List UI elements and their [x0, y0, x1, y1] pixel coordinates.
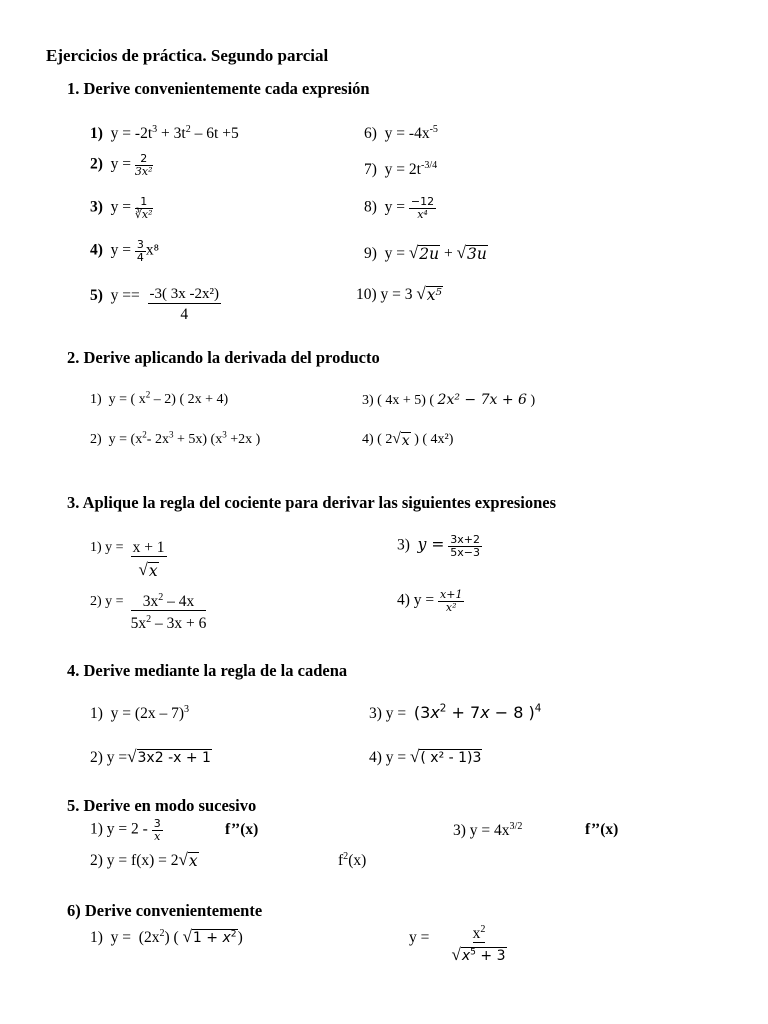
exercise-1-5: 5) y == $\frac{\text{-3( 3x -2x²)}}{4}$	[90, 286, 220, 323]
exercise-5-3: 3) $y = 4x^{3/2}$	[453, 820, 523, 839]
exercise-6-2-fraction: $x^2$ √ $x^5 + 3$	[451, 923, 506, 965]
exercise-2-4: 4) ( 2 √ x ) ( 4x²)	[362, 430, 454, 449]
exercise-1-9: 9) y = √ 2u + √ 3u	[364, 243, 487, 263]
exercise-3-4: 4) y = $\frac{x+1}{\text{x²}}$	[397, 588, 463, 614]
exercise-1-7: 7) $y = 2t^{-3/4}$	[364, 159, 438, 178]
exercise-6-2-lhs: y =	[409, 929, 430, 946]
exercise-3-1: 1) y = x + 1 √ x	[90, 539, 165, 581]
exercise-1-8: 8) y = $\frac{-12}{\text{x⁴}}$	[364, 195, 435, 221]
exercise-4-4: 4) y = √ ( x² - 1)3	[369, 747, 482, 766]
exercise-1-3: 3) y = $\frac{1}{\text{∛x²}}$	[90, 195, 153, 221]
exercise-2-2: 2) $y = (x^2-$ $2x^3 + 5x$) ($x^3 +2x$ )	[90, 429, 261, 447]
exercise-1-2: 2) y = $\frac{2}{\text{3x²}}$	[90, 152, 153, 178]
exercise-4-2: 2) y = √ 3x2 -x + 1	[90, 747, 211, 766]
exercise-1-10: 10) y = 3 √ x⁵	[356, 284, 442, 304]
page-title: Ejercicios de práctica. Segundo parcial	[46, 46, 329, 65]
exercise-1-4: 4) y = $\frac{3}{4}$ x⁸	[90, 238, 160, 264]
exercise-1-1: 1) $y = -2t^3 + 3t^2 - 6t +5$	[90, 123, 239, 142]
section-1-heading: 1. Derive convenientemente cada expresión	[67, 79, 370, 98]
exercise-5-2: 2) y = f(x) = 2 √ x	[90, 850, 198, 870]
section-2-heading: 2. Derive aplicando la derivada del producto	[67, 348, 380, 367]
exercise-1-6: 6) $y = -4x^{-5}$	[364, 123, 438, 142]
section-6-heading: 6) Derive convenientemente	[67, 901, 263, 920]
exercise-4-3: 3) $y = (3x^2 + 7x - 8$ )$^4$	[369, 702, 542, 722]
exercise-3-2: 2) y = $\frac{3x^2 - 4x}{5x^2 - 3x + 6}$	[90, 591, 207, 633]
exercise-5-1: 1) y = 2 - $\frac{3}{x}$	[90, 817, 161, 843]
section-3-heading: 3. Aplique la regla del cociente para derivar las siguientes expresiones	[67, 493, 557, 512]
exercise-5-1-target: f’’(x)	[225, 821, 259, 838]
exercise-6-1: 1) $y = (2x^2)$ ( √ $1 + x^2$ )	[90, 927, 243, 946]
exercise-2-3: 3) ( 4x + 5) ( 2x² − 7x + 6 )	[362, 392, 536, 408]
exercise-3-3: 3) y = $\frac{3x+2}{5x-3}$	[397, 533, 480, 559]
exercise-5-3-target: f’’(x)	[585, 821, 619, 838]
exercise-4-1: 1) y = (2x – 7)$^3$	[90, 703, 190, 722]
exercise-2-1: 1) y = ( $x^2 - 2$) ( 2x + 4)	[90, 389, 229, 407]
section-4-heading: 4. Derive mediante la regla de la cadena	[67, 661, 348, 680]
section-5-heading: 5. Derive en modo sucesivo	[67, 796, 257, 815]
exercise-5-2-target: $f^2(x)$	[338, 850, 367, 869]
